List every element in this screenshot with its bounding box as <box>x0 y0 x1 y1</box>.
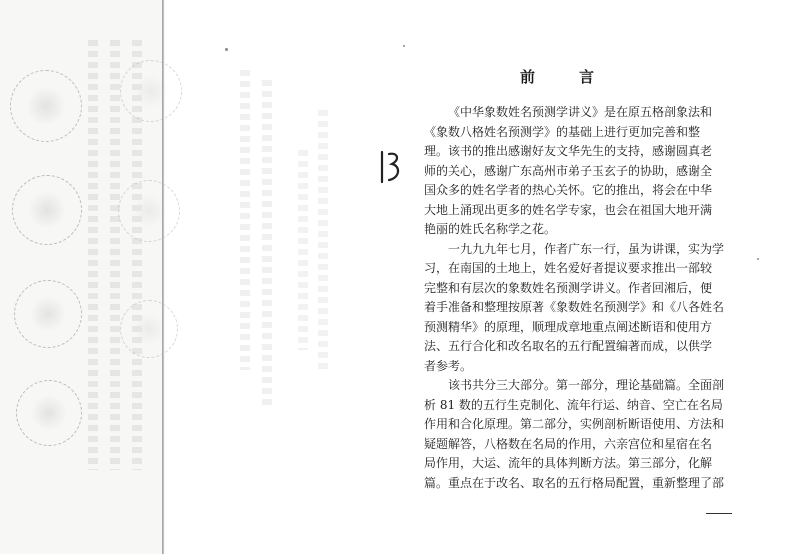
scan-speck <box>225 48 228 51</box>
page-title <box>520 66 596 87</box>
page-fold <box>162 0 164 554</box>
seal-stamp-ghost <box>12 175 82 245</box>
text-line: 大地上涌现出更多的姓名学专家，也会在祖国大地开满 <box>424 202 713 217</box>
seal-stamp-ghost <box>118 180 180 242</box>
text-line: 析 81 数的五行生克制化、流年行运、纳音、空亡在名局 <box>424 397 723 412</box>
title-char: 前 <box>520 68 538 86</box>
text-line: 着手准备和整理按原著《象数姓名预测学》和《八各姓名 <box>424 300 725 314</box>
bleed-through-column <box>240 70 250 370</box>
paragraph <box>424 376 725 493</box>
text-line: 法、五行合化和改名取名的五行配置编著而成，以供学 <box>424 339 713 353</box>
paragraph <box>424 103 713 240</box>
handwritten-margin-mark <box>378 148 406 188</box>
text-line: 局作用，大运、流年的具体判断方法。第三部分，化解 <box>424 456 713 470</box>
title-char: 言 <box>579 68 597 86</box>
paragraph <box>424 240 725 377</box>
text-line: 理。该书的推出感谢好友文华先生的支持，感谢圆真老 <box>424 144 713 158</box>
text-line: 该书共分三大部分。第一部分，理论基础篇。全面剖 <box>448 378 725 392</box>
text-line: 疑题解答，八格数在名局的作用，六亲宫位和星宿在名 <box>424 436 713 451</box>
text-line: 艳丽的姓氏名称学之花。 <box>424 222 557 236</box>
text-line: 一九九九年七月，作者广东一行，虽为讲课，实为学 <box>448 241 725 256</box>
bleed-through-column <box>318 110 328 370</box>
seal-stamp-ghost <box>16 380 82 446</box>
text-line: 师的关心，感谢广东高州市弟子玉玄子的协助，感谢全 <box>424 163 713 178</box>
text-line: 作用和合化原理。第二部分，实例剖析断语使用、方法和 <box>424 417 725 431</box>
text-line: 习，在南国的土地上，姓名爱好者提议要求推出一部较 <box>424 261 713 275</box>
scan-speck <box>403 45 405 47</box>
page-corner-dash <box>706 513 732 514</box>
seal-stamp-ghost <box>14 280 82 348</box>
text-line: 完整和有层次的象数姓名预测学讲义。作者回湘后，便 <box>424 280 713 295</box>
seal-stamp-ghost <box>120 60 182 122</box>
bleed-through-column <box>262 80 272 410</box>
bleed-through-column <box>110 40 120 470</box>
scan-speck <box>757 258 759 260</box>
text-line: 《象数八格姓名预测学》的基础上进行更加完善和整 <box>424 124 701 139</box>
text-line: 预测精华》的原理，顺理成章地重点阐述断语和使用方 <box>424 319 713 334</box>
text-line: 国众多的姓名学者的热心关怀。它的推出，将会在中华 <box>424 183 713 197</box>
text-line: 《中华象数姓名预测学讲义》是在原五格剖象法和 <box>448 105 713 119</box>
left-page-scan <box>0 0 165 554</box>
seal-stamp-ghost <box>120 300 178 358</box>
bleed-through-column <box>88 40 98 470</box>
preface-body <box>424 103 725 493</box>
text-line: 者参考。 <box>424 358 473 373</box>
bleed-through-column <box>298 150 308 350</box>
seal-stamp-ghost <box>10 70 82 142</box>
text-line: 篇。重点在于改名、取名的五行格局配置，重新整理了部 <box>424 475 725 490</box>
